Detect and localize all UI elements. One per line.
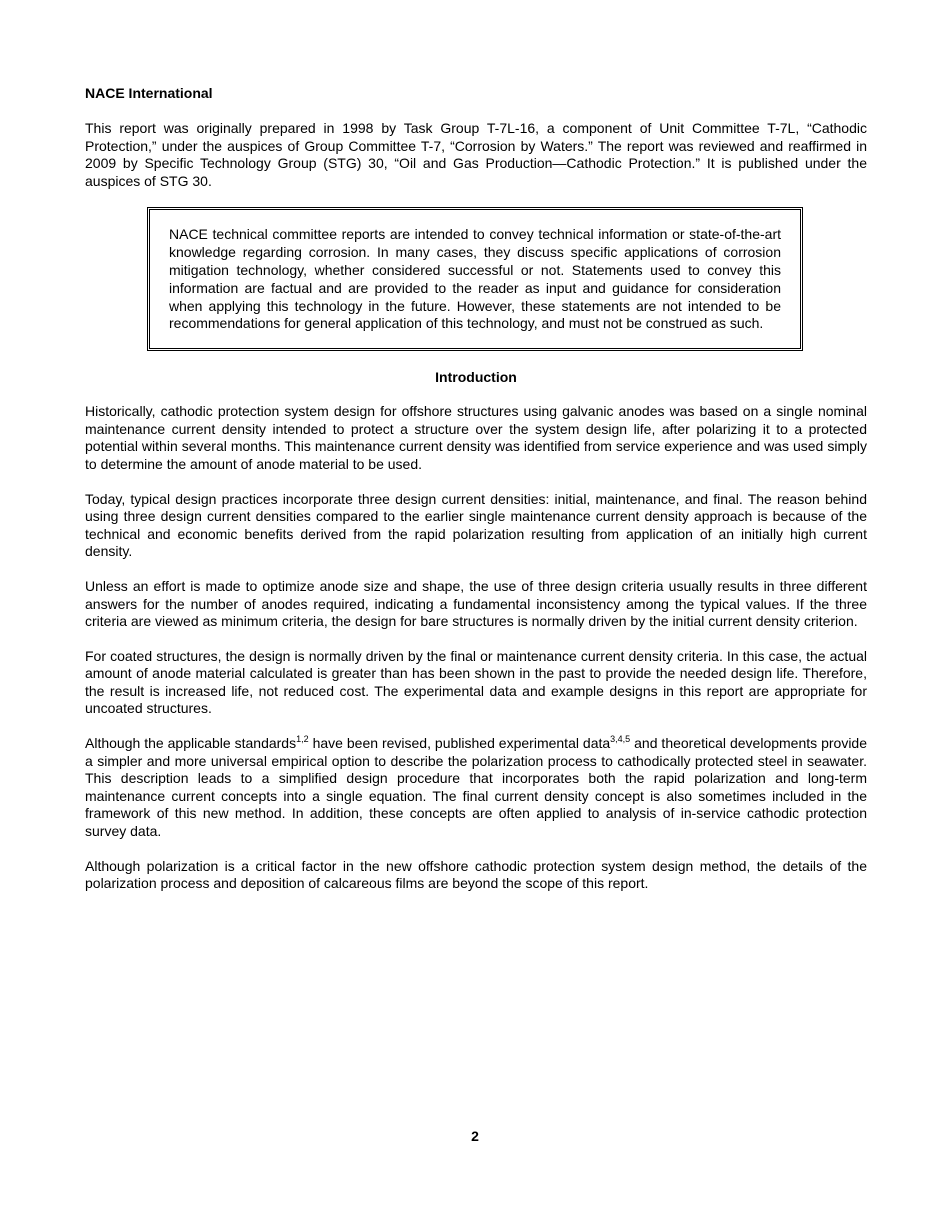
- introduction-heading: Introduction: [435, 369, 517, 386]
- introduction-paragraph-2: Today, typical design practices incorporate three design current densities: initial, maintenance, and final. The reason behind using three design current densities compared to the earlier single maintenance current density approach is because of the technical and economic benefits derived from the rapid polarization resulting from application of an initially high current density.: [85, 490, 867, 560]
- preface-paragraph: This report was originally prepared in 1998 by Task Group T-7L-16, a component of Unit Committee T-7L, “Cathodic Protection,” under the auspices of Group Committee T-7, “Corrosion by Waters.” The report was reviewed and reaffirmed in 2009 by Specific Technology Group (STG) 30, “Oil and Gas Production—Cathodic Protection.” It is published under the auspices of STG 30.: [85, 120, 867, 189]
- introduction-paragraph-5: [85, 735, 867, 841]
- organization-heading: NACE International: [85, 85, 213, 101]
- paragraph-5-text-c: and theoretical developments provide a simpler and more universal empirical option to describe the polarization process to cathodically protected steel in seawater. This description leads to a simplified design procedure that incorporates both the rapid polarization and long-term maintenance current concepts into a single equation. The final current density concept is also sometimes included in the framework of this new method. In addition, these concepts are often applied to analysis of in-service cathodic protection survey data.: [85, 735, 868, 840]
- page-content: [85, 85, 867, 893]
- introduction-paragraph-4: For coated structures, the design is normally driven by the final or maintenance current density criteria. In this case, the actual amount of anode material calculated is greater than has been shown in the past to provide the needed design life. Therefore, the result is increased life, not reduced cost. The experimental data and example designs in this report are appropriate for uncoated structures.: [85, 647, 867, 717]
- committee-notice-box: [147, 207, 803, 351]
- introduction-paragraph-6: Although polarization is a critical factor in the new offshore cathodic protection system design method, the details of the polarization process and deposition of calcareous films are beyond the scope of this report.: [85, 857, 867, 892]
- introduction-paragraph-3: Unless an effort is made to optimize anode size and shape, the use of three design criteria usually results in three different answers for the number of anodes required, indicating a fundamental inconsistency among the typical values. If the three criteria are viewed as minimum criteria, the design for bare structures is normally driven by the initial current density criterion.: [85, 577, 867, 630]
- paragraph-5-text-b: have been revised, published experimental data: [308, 735, 611, 752]
- committee-notice-text: NACE technical committee reports are intended to convey technical information or state-of-the-art knowledge regarding corrosion. In many cases, they discuss specific applications of corrosion mitigation technology, whether considered successful or not. Statements used to convey this information are factual and are provided to the reader as input and guidance for consideration when applying this technology in the future. However, these statements are not intended to be recommendations for general application of this technology, and must not be construed as such.: [169, 226, 781, 332]
- reference-superscript-experimental: 3,4,5: [610, 734, 631, 745]
- paragraph-5-text-a: Although the applicable standards: [85, 735, 297, 752]
- page-number: 2: [471, 1128, 479, 1144]
- introduction-paragraph-1: Historically, cathodic protection system design for offshore structures using galvanic anodes was based on a single nominal maintenance current density intended to protect a structure over the system design life, after polarizing it to a protected potential within several months. This maintenance current density was identified from service experience and was used simply to determine the amount of anode material to be used.: [85, 403, 867, 472]
- reference-superscript-standards: 1,2: [296, 734, 309, 745]
